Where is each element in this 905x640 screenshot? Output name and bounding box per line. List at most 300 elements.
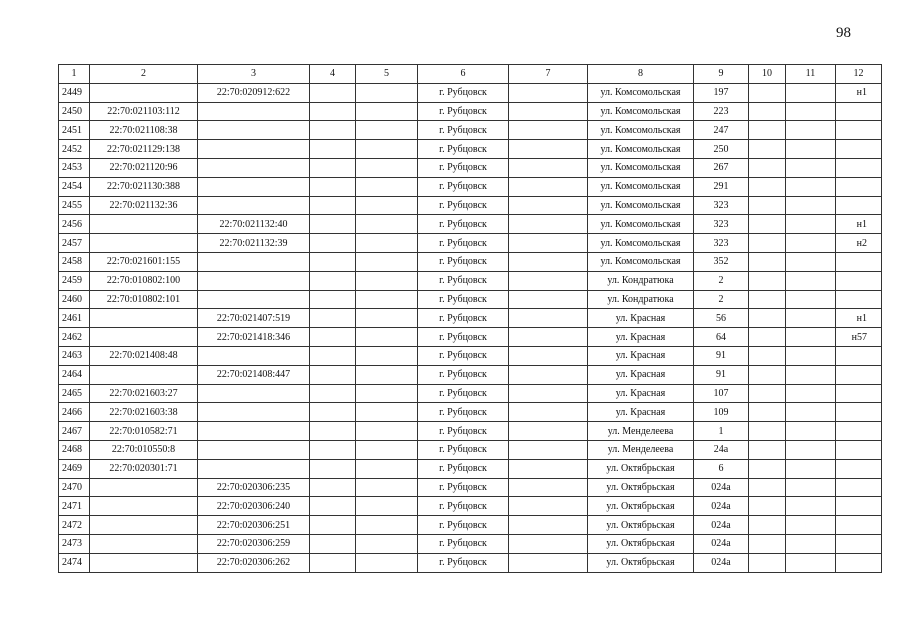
col-10-cell bbox=[749, 140, 786, 159]
house-number-cell: 024а bbox=[694, 516, 749, 535]
house-number-cell: 91 bbox=[694, 365, 749, 384]
cadastral-number-land-cell: 22:70:021408:48 bbox=[90, 346, 198, 365]
cadastral-number-land-cell bbox=[90, 83, 198, 102]
city-cell: г. Рубцовск bbox=[418, 384, 509, 403]
col-11-cell bbox=[786, 234, 836, 253]
col-7-cell bbox=[509, 290, 588, 309]
col-4-cell bbox=[310, 215, 356, 234]
cadastral-number-object-cell: 22:70:021408:447 bbox=[198, 365, 310, 384]
note-cell bbox=[836, 478, 882, 497]
col-5-cell bbox=[356, 158, 418, 177]
col-4-cell bbox=[310, 403, 356, 422]
col-4-cell bbox=[310, 252, 356, 271]
col-5-cell bbox=[356, 384, 418, 403]
city-cell: г. Рубцовск bbox=[418, 328, 509, 347]
col-7-cell bbox=[509, 384, 588, 403]
col-7-cell bbox=[509, 403, 588, 422]
table-header bbox=[59, 65, 882, 84]
note-cell bbox=[836, 271, 882, 290]
street-cell: ул. Комсомольская bbox=[588, 121, 694, 140]
col-5-cell bbox=[356, 440, 418, 459]
note-cell bbox=[836, 158, 882, 177]
house-number-cell: 024а bbox=[694, 497, 749, 516]
col-10-cell bbox=[749, 328, 786, 347]
col-4-cell bbox=[310, 497, 356, 516]
house-number-cell: 323 bbox=[694, 215, 749, 234]
cadastral-number-land-cell: 22:70:021601:155 bbox=[90, 252, 198, 271]
col-5-cell bbox=[356, 83, 418, 102]
city-cell: г. Рубцовск bbox=[418, 497, 509, 516]
cadastral-number-object-cell: 22:70:020306:251 bbox=[198, 516, 310, 535]
cadastral-number-object-cell bbox=[198, 252, 310, 271]
table-row bbox=[59, 497, 882, 516]
col-4-cell bbox=[310, 346, 356, 365]
table-row bbox=[59, 271, 882, 290]
table-row bbox=[59, 478, 882, 497]
house-number-cell: 56 bbox=[694, 309, 749, 328]
note-cell bbox=[836, 177, 882, 196]
col-10-cell bbox=[749, 384, 786, 403]
note-cell bbox=[836, 459, 882, 478]
col-5-cell bbox=[356, 346, 418, 365]
cadastral-number-object-cell: 22:70:020306:259 bbox=[198, 534, 310, 553]
note-cell bbox=[836, 196, 882, 215]
cadastral-number-object-cell bbox=[198, 271, 310, 290]
col-10-cell bbox=[749, 234, 786, 253]
table-row bbox=[59, 290, 882, 309]
col-7-cell bbox=[509, 365, 588, 384]
col-4-cell bbox=[310, 422, 356, 441]
col-10-cell bbox=[749, 553, 786, 572]
col-4-cell bbox=[310, 328, 356, 347]
cadastral-number-land-cell bbox=[90, 309, 198, 328]
row-number-cell: 2462 bbox=[59, 328, 90, 347]
row-number-cell: 2450 bbox=[59, 102, 90, 121]
cadastral-number-object-cell: 22:70:021418:346 bbox=[198, 328, 310, 347]
column-header-6: 6 bbox=[418, 65, 509, 84]
house-number-cell: 352 bbox=[694, 252, 749, 271]
col-7-cell bbox=[509, 534, 588, 553]
cadastral-number-land-cell bbox=[90, 328, 198, 347]
note-cell: н1 bbox=[836, 309, 882, 328]
col-11-cell bbox=[786, 121, 836, 140]
note-cell bbox=[836, 140, 882, 159]
cadastral-number-land-cell bbox=[90, 365, 198, 384]
row-number-cell: 2461 bbox=[59, 309, 90, 328]
col-11-cell bbox=[786, 158, 836, 177]
note-cell: н57 bbox=[836, 328, 882, 347]
col-4-cell bbox=[310, 177, 356, 196]
house-number-cell: 91 bbox=[694, 346, 749, 365]
cadastral-number-land-cell bbox=[90, 553, 198, 572]
table-body bbox=[59, 83, 882, 572]
table-row bbox=[59, 83, 882, 102]
col-10-cell bbox=[749, 346, 786, 365]
col-10-cell bbox=[749, 365, 786, 384]
row-number-cell: 2469 bbox=[59, 459, 90, 478]
col-10-cell bbox=[749, 158, 786, 177]
col-5-cell bbox=[356, 290, 418, 309]
col-4-cell bbox=[310, 440, 356, 459]
street-cell: ул. Красная bbox=[588, 346, 694, 365]
street-cell: ул. Комсомольская bbox=[588, 234, 694, 253]
note-cell bbox=[836, 365, 882, 384]
cadastral-number-land-cell: 22:70:021603:38 bbox=[90, 403, 198, 422]
house-number-cell: 323 bbox=[694, 234, 749, 253]
house-number-cell: 109 bbox=[694, 403, 749, 422]
col-4-cell bbox=[310, 384, 356, 403]
table-row bbox=[59, 328, 882, 347]
cadastral-number-object-cell bbox=[198, 121, 310, 140]
col-11-cell bbox=[786, 215, 836, 234]
note-cell bbox=[836, 384, 882, 403]
col-11-cell bbox=[786, 459, 836, 478]
city-cell: г. Рубцовск bbox=[418, 121, 509, 140]
col-5-cell bbox=[356, 215, 418, 234]
note-cell bbox=[836, 346, 882, 365]
col-10-cell bbox=[749, 459, 786, 478]
cadastral-number-object-cell bbox=[198, 403, 310, 422]
col-5-cell bbox=[356, 177, 418, 196]
table-row bbox=[59, 384, 882, 403]
col-7-cell bbox=[509, 553, 588, 572]
col-4-cell bbox=[310, 83, 356, 102]
cadastral-number-object-cell: 22:70:020912:622 bbox=[198, 83, 310, 102]
col-7-cell bbox=[509, 121, 588, 140]
col-10-cell bbox=[749, 440, 786, 459]
col-4-cell bbox=[310, 309, 356, 328]
col-7-cell bbox=[509, 346, 588, 365]
house-number-cell: 197 bbox=[694, 83, 749, 102]
col-10-cell bbox=[749, 83, 786, 102]
table-row bbox=[59, 215, 882, 234]
col-11-cell bbox=[786, 478, 836, 497]
col-5-cell bbox=[356, 309, 418, 328]
cadastral-number-land-cell bbox=[90, 478, 198, 497]
city-cell: г. Рубцовск bbox=[418, 252, 509, 271]
street-cell: ул. Комсомольская bbox=[588, 215, 694, 234]
street-cell: ул. Комсомольская bbox=[588, 177, 694, 196]
city-cell: г. Рубцовск bbox=[418, 403, 509, 422]
col-7-cell bbox=[509, 497, 588, 516]
house-number-cell: 250 bbox=[694, 140, 749, 159]
col-7-cell bbox=[509, 177, 588, 196]
col-4-cell bbox=[310, 234, 356, 253]
col-5-cell bbox=[356, 234, 418, 253]
col-7-cell bbox=[509, 234, 588, 253]
house-number-cell: 247 bbox=[694, 121, 749, 140]
street-cell: ул. Красная bbox=[588, 365, 694, 384]
cadastral-number-land-cell bbox=[90, 497, 198, 516]
registry-table bbox=[58, 64, 882, 573]
column-header-2: 2 bbox=[90, 65, 198, 84]
cadastral-number-object-cell bbox=[198, 459, 310, 478]
table-row bbox=[59, 346, 882, 365]
col-4-cell bbox=[310, 290, 356, 309]
col-7-cell bbox=[509, 328, 588, 347]
note-cell bbox=[836, 516, 882, 535]
street-cell: ул. Октябрьская bbox=[588, 478, 694, 497]
col-5-cell bbox=[356, 403, 418, 422]
col-10-cell bbox=[749, 478, 786, 497]
col-4-cell bbox=[310, 553, 356, 572]
col-10-cell bbox=[749, 102, 786, 121]
col-11-cell bbox=[786, 365, 836, 384]
cadastral-number-land-cell: 22:70:010802:101 bbox=[90, 290, 198, 309]
city-cell: г. Рубцовск bbox=[418, 177, 509, 196]
note-cell: н1 bbox=[836, 83, 882, 102]
col-5-cell bbox=[356, 252, 418, 271]
col-7-cell bbox=[509, 196, 588, 215]
house-number-cell: 1 bbox=[694, 422, 749, 441]
column-header-3: 3 bbox=[198, 65, 310, 84]
table-row bbox=[59, 140, 882, 159]
cadastral-number-object-cell: 22:70:020306:235 bbox=[198, 478, 310, 497]
col-10-cell bbox=[749, 177, 786, 196]
note-cell bbox=[836, 497, 882, 516]
col-4-cell bbox=[310, 459, 356, 478]
cadastral-number-object-cell bbox=[198, 440, 310, 459]
column-header-8: 8 bbox=[588, 65, 694, 84]
cadastral-number-land-cell: 22:70:010582:71 bbox=[90, 422, 198, 441]
city-cell: г. Рубцовск bbox=[418, 215, 509, 234]
col-10-cell bbox=[749, 121, 786, 140]
col-11-cell bbox=[786, 83, 836, 102]
col-7-cell bbox=[509, 440, 588, 459]
table-row bbox=[59, 102, 882, 121]
cadastral-number-land-cell bbox=[90, 534, 198, 553]
house-number-cell: 107 bbox=[694, 384, 749, 403]
col-11-cell bbox=[786, 309, 836, 328]
column-header-7: 7 bbox=[509, 65, 588, 84]
row-number-cell: 2465 bbox=[59, 384, 90, 403]
column-header-1: 1 bbox=[59, 65, 90, 84]
col-11-cell bbox=[786, 328, 836, 347]
header-row bbox=[59, 65, 882, 84]
city-cell: г. Рубцовск bbox=[418, 234, 509, 253]
row-number-cell: 2473 bbox=[59, 534, 90, 553]
table-row bbox=[59, 234, 882, 253]
cadastral-number-object-cell: 22:70:020306:262 bbox=[198, 553, 310, 572]
col-4-cell bbox=[310, 534, 356, 553]
column-header-5: 5 bbox=[356, 65, 418, 84]
street-cell: ул. Комсомольская bbox=[588, 83, 694, 102]
row-number-cell: 2451 bbox=[59, 121, 90, 140]
row-number-cell: 2472 bbox=[59, 516, 90, 535]
col-11-cell bbox=[786, 290, 836, 309]
row-number-cell: 2467 bbox=[59, 422, 90, 441]
street-cell: ул. Красная bbox=[588, 384, 694, 403]
col-10-cell bbox=[749, 215, 786, 234]
col-7-cell bbox=[509, 478, 588, 497]
col-7-cell bbox=[509, 422, 588, 441]
row-number-cell: 2474 bbox=[59, 553, 90, 572]
col-11-cell bbox=[786, 497, 836, 516]
table-row bbox=[59, 309, 882, 328]
note-cell bbox=[836, 534, 882, 553]
house-number-cell: 6 bbox=[694, 459, 749, 478]
note-cell bbox=[836, 290, 882, 309]
col-11-cell bbox=[786, 403, 836, 422]
street-cell: ул. Кондратюка bbox=[588, 290, 694, 309]
row-number-cell: 2459 bbox=[59, 271, 90, 290]
col-10-cell bbox=[749, 516, 786, 535]
cadastral-number-land-cell: 22:70:021108:38 bbox=[90, 121, 198, 140]
street-cell: ул. Красная bbox=[588, 328, 694, 347]
table-row bbox=[59, 365, 882, 384]
house-number-cell: 291 bbox=[694, 177, 749, 196]
col-5-cell bbox=[356, 328, 418, 347]
table-row bbox=[59, 252, 882, 271]
cadastral-number-object-cell bbox=[198, 158, 310, 177]
table-row bbox=[59, 440, 882, 459]
city-cell: г. Рубцовск bbox=[418, 365, 509, 384]
street-cell: ул. Октябрьская bbox=[588, 516, 694, 535]
city-cell: г. Рубцовск bbox=[418, 440, 509, 459]
cadastral-number-land-cell: 22:70:021129:138 bbox=[90, 140, 198, 159]
street-cell: ул. Октябрьская bbox=[588, 459, 694, 478]
table-row bbox=[59, 534, 882, 553]
city-cell: г. Рубцовск bbox=[418, 196, 509, 215]
street-cell: ул. Комсомольская bbox=[588, 196, 694, 215]
col-5-cell bbox=[356, 459, 418, 478]
cadastral-number-land-cell: 22:70:021120:96 bbox=[90, 158, 198, 177]
street-cell: ул. Красная bbox=[588, 309, 694, 328]
house-number-cell: 2 bbox=[694, 271, 749, 290]
col-7-cell bbox=[509, 309, 588, 328]
cadastral-number-object-cell: 22:70:021407:519 bbox=[198, 309, 310, 328]
col-11-cell bbox=[786, 516, 836, 535]
street-cell: ул. Менделеева bbox=[588, 440, 694, 459]
cadastral-number-land-cell: 22:70:010550:8 bbox=[90, 440, 198, 459]
row-number-cell: 2458 bbox=[59, 252, 90, 271]
house-number-cell: 267 bbox=[694, 158, 749, 177]
col-11-cell bbox=[786, 440, 836, 459]
col-5-cell bbox=[356, 553, 418, 572]
col-7-cell bbox=[509, 252, 588, 271]
col-10-cell bbox=[749, 534, 786, 553]
col-7-cell bbox=[509, 516, 588, 535]
col-5-cell bbox=[356, 422, 418, 441]
col-11-cell bbox=[786, 534, 836, 553]
table-row bbox=[59, 553, 882, 572]
house-number-cell: 2 bbox=[694, 290, 749, 309]
column-header-9: 9 bbox=[694, 65, 749, 84]
cadastral-number-object-cell bbox=[198, 346, 310, 365]
city-cell: г. Рубцовск bbox=[418, 140, 509, 159]
cadastral-number-object-cell bbox=[198, 140, 310, 159]
street-cell: ул. Комсомольская bbox=[588, 252, 694, 271]
cadastral-number-object-cell: 22:70:021132:39 bbox=[198, 234, 310, 253]
cadastral-number-object-cell bbox=[198, 384, 310, 403]
city-cell: г. Рубцовск bbox=[418, 158, 509, 177]
col-5-cell bbox=[356, 271, 418, 290]
col-5-cell bbox=[356, 140, 418, 159]
cadastral-number-land-cell: 22:70:021132:36 bbox=[90, 196, 198, 215]
cadastral-number-object-cell bbox=[198, 422, 310, 441]
street-cell: ул. Комсомольская bbox=[588, 140, 694, 159]
cadastral-number-object-cell: 22:70:021132:40 bbox=[198, 215, 310, 234]
col-7-cell bbox=[509, 140, 588, 159]
row-number-cell: 2454 bbox=[59, 177, 90, 196]
column-header-4: 4 bbox=[310, 65, 356, 84]
row-number-cell: 2466 bbox=[59, 403, 90, 422]
col-11-cell bbox=[786, 102, 836, 121]
col-4-cell bbox=[310, 516, 356, 535]
city-cell: г. Рубцовск bbox=[418, 346, 509, 365]
row-number-cell: 2457 bbox=[59, 234, 90, 253]
city-cell: г. Рубцовск bbox=[418, 534, 509, 553]
col-4-cell bbox=[310, 271, 356, 290]
house-number-cell: 024а bbox=[694, 553, 749, 572]
col-11-cell bbox=[786, 177, 836, 196]
col-10-cell bbox=[749, 196, 786, 215]
col-4-cell bbox=[310, 121, 356, 140]
col-11-cell bbox=[786, 553, 836, 572]
cadastral-number-object-cell bbox=[198, 290, 310, 309]
city-cell: г. Рубцовск bbox=[418, 459, 509, 478]
table-row bbox=[59, 177, 882, 196]
cadastral-number-land-cell bbox=[90, 516, 198, 535]
city-cell: г. Рубцовск bbox=[418, 102, 509, 121]
col-7-cell bbox=[509, 158, 588, 177]
note-cell bbox=[836, 102, 882, 121]
city-cell: г. Рубцовск bbox=[418, 516, 509, 535]
col-7-cell bbox=[509, 271, 588, 290]
column-header-12: 12 bbox=[836, 65, 882, 84]
table-row bbox=[59, 459, 882, 478]
cadastral-number-object-cell bbox=[198, 102, 310, 121]
row-number-cell: 2471 bbox=[59, 497, 90, 516]
col-7-cell bbox=[509, 215, 588, 234]
row-number-cell: 2470 bbox=[59, 478, 90, 497]
street-cell: ул. Менделеева bbox=[588, 422, 694, 441]
col-5-cell bbox=[356, 516, 418, 535]
col-10-cell bbox=[749, 290, 786, 309]
page-number: 98 bbox=[836, 25, 851, 41]
col-5-cell bbox=[356, 497, 418, 516]
column-header-10: 10 bbox=[749, 65, 786, 84]
cadastral-number-object-cell bbox=[198, 196, 310, 215]
col-11-cell bbox=[786, 140, 836, 159]
street-cell: ул. Комсомольская bbox=[588, 102, 694, 121]
col-7-cell bbox=[509, 459, 588, 478]
row-number-cell: 2468 bbox=[59, 440, 90, 459]
col-4-cell bbox=[310, 365, 356, 384]
row-number-cell: 2452 bbox=[59, 140, 90, 159]
city-cell: г. Рубцовск bbox=[418, 271, 509, 290]
cadastral-number-land-cell: 22:70:010802:100 bbox=[90, 271, 198, 290]
note-cell bbox=[836, 553, 882, 572]
street-cell: ул. Октябрьская bbox=[588, 553, 694, 572]
row-number-cell: 2456 bbox=[59, 215, 90, 234]
city-cell: г. Рубцовск bbox=[418, 290, 509, 309]
note-cell bbox=[836, 440, 882, 459]
city-cell: г. Рубцовск bbox=[418, 309, 509, 328]
note-cell bbox=[836, 252, 882, 271]
house-number-cell: 223 bbox=[694, 102, 749, 121]
row-number-cell: 2453 bbox=[59, 158, 90, 177]
table-row bbox=[59, 196, 882, 215]
note-cell bbox=[836, 422, 882, 441]
col-5-cell bbox=[356, 534, 418, 553]
row-number-cell: 2455 bbox=[59, 196, 90, 215]
cadastral-number-land-cell bbox=[90, 215, 198, 234]
row-number-cell: 2460 bbox=[59, 290, 90, 309]
street-cell: ул. Красная bbox=[588, 403, 694, 422]
col-10-cell bbox=[749, 422, 786, 441]
city-cell: г. Рубцовск bbox=[418, 422, 509, 441]
